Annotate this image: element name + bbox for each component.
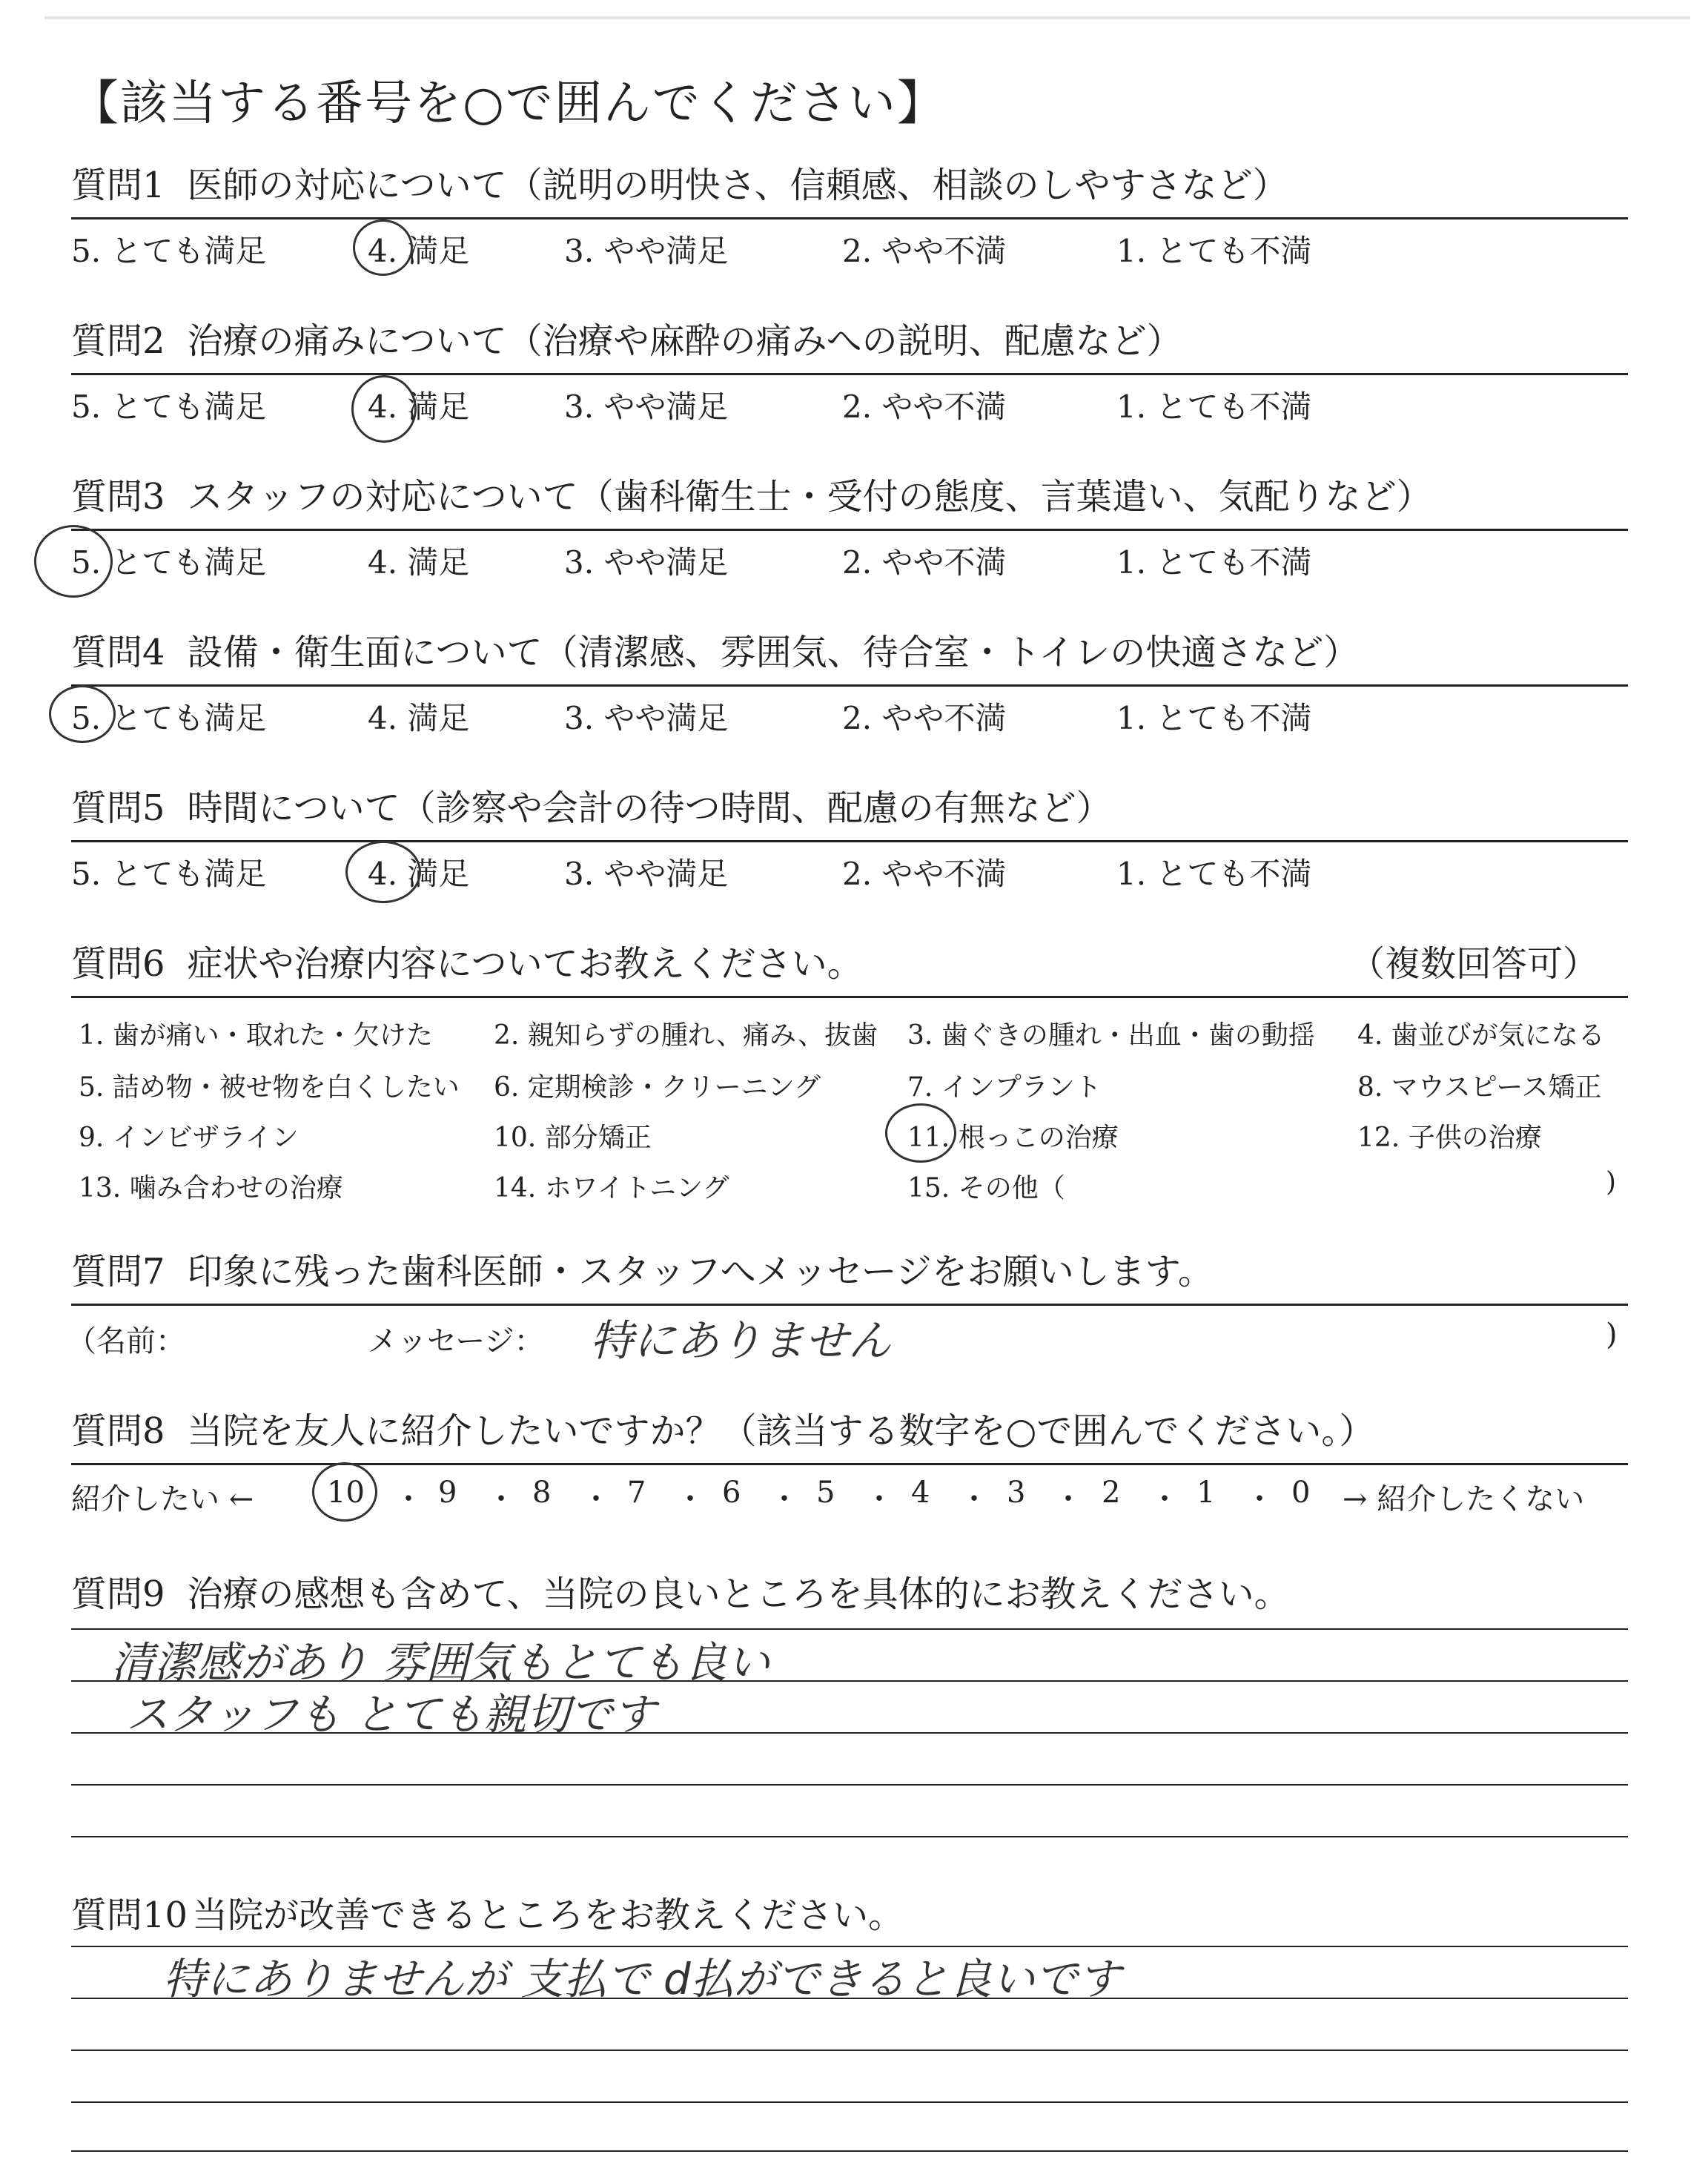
scale-separator: ・ [959,1482,989,1516]
option-1[interactable]: 1. とても不満 [1116,544,1312,581]
option-3[interactable]: 3. やや満足 [564,544,729,581]
option-2[interactable]: 2. やや不満 [842,233,1007,269]
question-title: 医師の対応について（説明の明快さ、信頼感、相談のしやすさなど） [187,165,1288,206]
symptom-item[interactable]: 4. 歯並びが気になる [1357,1020,1605,1051]
symptom-item[interactable]: 8. マウスピース矯正 [1357,1072,1602,1103]
other-close-paren: ) [1606,1167,1617,1198]
question-number: 質問3 [71,476,165,518]
option-5[interactable]: 5. とても満足 [71,856,267,892]
question-number: 質問1 [71,165,165,206]
handwritten-answer: 清潔感があり 雰囲気もとても良い [111,1637,770,1688]
close-paren: ) [1606,1318,1618,1352]
option-1[interactable]: 1. とても不満 [1116,389,1312,425]
option-2[interactable]: 2. やや不満 [842,544,1007,581]
symptom-item[interactable]: 1. 歯が痛い・取れた・欠けた [79,1020,433,1051]
scale-value[interactable]: 4 [911,1476,930,1510]
option-3[interactable]: 3. やや満足 [564,700,729,736]
scale-separator: ・ [394,1482,423,1516]
option-5[interactable]: 5. とても満足 [71,389,267,425]
option-5[interactable]: 5. とても満足 [71,544,267,581]
selection-circle [353,219,413,276]
question-10 [71,1889,1628,1941]
scale-separator: ・ [486,1482,516,1516]
message-label: メッセージ： [368,1324,544,1358]
option-3[interactable]: 3. やや満足 [564,389,729,425]
question-6 [71,938,1628,1213]
option-2[interactable]: 2. やや不満 [842,856,1007,892]
answer-line [71,1784,1628,1786]
scale-value[interactable]: 3 [1007,1476,1026,1510]
scale-separator: ・ [769,1482,799,1516]
multiple-answers-note: （複数回答可） [1348,943,1598,985]
question-title: スタッフの対応について（歯科衛生士・受付の態度、言葉遣い、気配りなど） [187,476,1432,518]
symptom-item[interactable]: 15. その他（ [907,1173,1065,1203]
scale-separator: ・ [675,1482,705,1516]
selection-circle [34,525,113,598]
scale-value[interactable]: 6 [722,1476,741,1510]
symptom-item[interactable]: 12. 子供の治療 [1357,1123,1542,1153]
question-number: 質問8 [71,1410,165,1452]
answer-line [71,2050,1628,2051]
scale-value[interactable]: 9 [438,1476,457,1510]
question-title: 治療の感想も含めて、当院の良いところを具体的にお教えください。 [187,1573,1290,1615]
scale-separator: ・ [1245,1482,1274,1516]
question-title: 当院が改善できるところをお教えください。 [192,1895,904,1936]
question-title: 印象に残った歯科医師・スタッフへメッセージをお願いします。 [187,1251,1214,1292]
answer-line [71,1836,1628,1837]
scale-value[interactable]: 1 [1196,1476,1216,1510]
question-number: 質問2 [71,320,165,362]
scale-left-label: 紹介したい ← [71,1482,254,1516]
question-title: 治療の痛みについて（治療や麻酔の痛みへの説明、配慮など） [187,320,1182,362]
scale-separator: ・ [1053,1482,1083,1516]
symptom-item[interactable]: 11. 根っこの治療 [907,1123,1119,1153]
question-number: 質問9 [71,1573,165,1615]
question-5 [71,782,1628,890]
symptom-item[interactable]: 10. 部分矯正 [494,1123,652,1153]
scale-value[interactable]: 5 [816,1476,835,1510]
question-8 [71,1405,1628,1517]
answer-line [71,2101,1628,2103]
selection-circle [49,685,116,743]
option-4[interactable]: 4. 満足 [368,856,470,892]
option-2[interactable]: 2. やや不満 [842,700,1007,736]
option-1[interactable]: 1. とても不満 [1116,233,1312,269]
option-3[interactable]: 3. やや満足 [564,856,729,892]
question-number: 質問10 [71,1895,188,1936]
option-4[interactable]: 4. 満足 [368,700,470,736]
question-number: 質問5 [71,787,165,829]
scale-value[interactable]: 10 [327,1476,365,1510]
symptom-item[interactable]: 5. 詰め物・被せ物を白くしたい [79,1072,460,1103]
question-1 [71,159,1628,267]
scale-separator: ・ [1150,1482,1179,1516]
symptom-item[interactable]: 7. インプラント [907,1072,1102,1103]
question-title: 時間について（診察や会計の待つ時間、配慮の有無など） [187,787,1112,829]
selection-circle [345,841,421,903]
question-title: 当院を友人に紹介したいですか？（該当する数字を○で囲んでください。） [187,1410,1375,1452]
question-3 [71,471,1628,581]
answer-line [71,2150,1628,2152]
option-4[interactable]: 4. 満足 [368,544,470,581]
option-1[interactable]: 1. とても不満 [1116,700,1312,736]
question-title: 設備・衛生面について（清潔感、雰囲気、待合室・トイレの快適さなど） [187,632,1360,673]
question-title: 症状や治療内容についてお教えください。 [187,943,863,985]
selection-circle [885,1103,956,1163]
name-label: （名前： [67,1324,185,1358]
selection-circle [351,375,417,443]
question-number: 質問7 [71,1251,165,1292]
scale-value[interactable]: 8 [532,1476,552,1510]
option-5[interactable]: 5. とても満足 [71,700,267,736]
scan-top-edge [44,16,1690,19]
option-1[interactable]: 1. とても不満 [1116,856,1312,892]
option-4[interactable]: 4. 満足 [368,233,470,269]
option-2[interactable]: 2. やや不満 [842,389,1007,425]
scale-separator: ・ [864,1482,894,1516]
option-4[interactable]: 4. 満足 [368,389,470,425]
scale-value[interactable]: 7 [627,1476,646,1510]
question-number: 質問6 [71,943,165,985]
handwritten-answer: スタッフも とても親切です [126,1689,656,1740]
question-7 [67,1246,1628,1366]
symptom-item[interactable]: 3. 歯ぐきの腫れ・出血・歯の動揺 [907,1020,1315,1051]
question-number: 質問4 [71,632,165,673]
symptom-item[interactable]: 14. ホワイトニング [494,1173,729,1203]
question-9 [71,1568,1628,1620]
scale-value[interactable]: 0 [1291,1476,1311,1510]
scale-separator: ・ [581,1482,611,1516]
symptom-item[interactable]: 9. インビザライン [79,1123,299,1153]
selection-circle [312,1462,377,1522]
option-5[interactable]: 5. とても満足 [71,233,267,269]
symptom-item[interactable]: 2. 親知らずの腫れ、痛み、抜歯 [494,1020,878,1051]
question-2 [71,315,1628,423]
scale-right-label: → 紹介したくない [1343,1482,1585,1516]
scale-value[interactable]: 2 [1102,1476,1121,1510]
handwritten-answer: 特にありませんが 支払で d払ができると良いです [163,1954,1121,2004]
form-header: 【該当する番号を○で囲んでください】 [71,76,946,131]
message-handwritten: 特にありません [590,1315,892,1366]
symptom-item[interactable]: 6. 定期検診・クリーニング [494,1072,821,1103]
symptom-item[interactable]: 13. 噛み合わせの治療 [79,1173,343,1203]
option-3[interactable]: 3. やや満足 [564,233,729,269]
question-4 [71,627,1628,734]
